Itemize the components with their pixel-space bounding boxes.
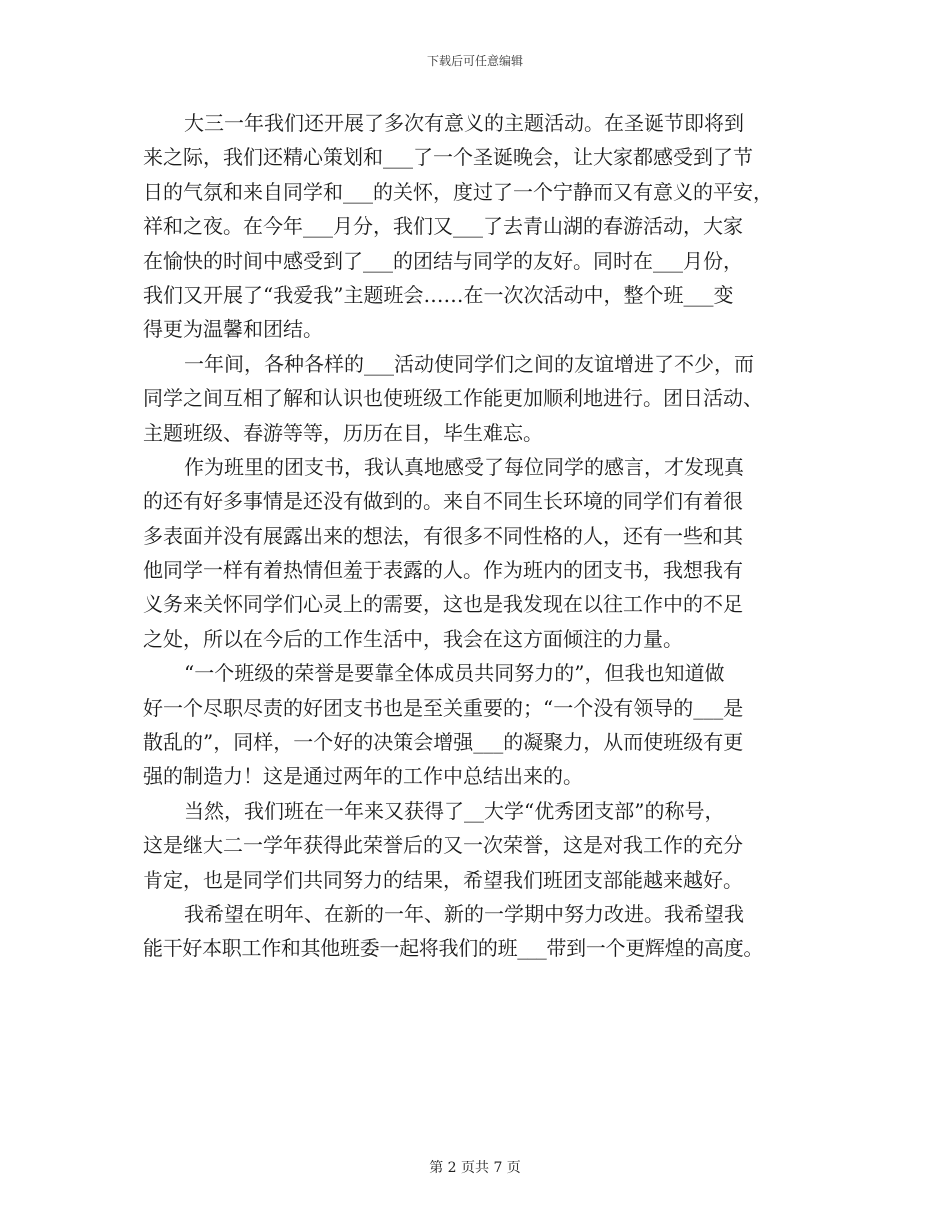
paragraph-line: 他同学一样有着热情但羞于表露的人。作为班内的团支书，我想我有 <box>143 558 743 583</box>
paragraph-line: 得更为温馨和团结。 <box>143 317 323 342</box>
page-header: 下载后可任意编辑 <box>426 54 523 68</box>
paragraph-line: 能干好本职工作和其他班委一起将我们的班___带到一个更辉煌的高度。 <box>143 936 764 961</box>
page-number: 第 2 页共 7 页 <box>429 1160 521 1176</box>
paragraph-line: “一个班级的荣誉是要靠全体成员共同努力的”，但我也知道做 <box>184 661 725 686</box>
paragraph-line: 散乱的”，同样，一个好的决策会增强___的凝聚力，从而使班级有更 <box>143 730 744 755</box>
paragraph-line: 作为班里的团支书，我认真地感受了每位同学的感言，才发现真 <box>184 454 744 479</box>
paragraph-line: 好一个尽职尽责的好团支书也是至关重要的；“一个没有领导的___是 <box>143 695 744 720</box>
paragraph-line: 同学之间互相了解和认识也使班级工作能更加顺利地进行。团日活动、 <box>143 386 763 411</box>
paragraph-line: 多表面并没有展露出来的想法，有很多不同性格的人，还有一些和其 <box>143 523 743 548</box>
paragraph-line: 来之际，我们还精心策划和___了一个圣诞晚会，让大家都感受到了节 <box>143 145 753 170</box>
document-body <box>143 106 815 966</box>
paragraph-line: 我们又开展了“我爱我”主题班会……在一次次活动中，整个班___变 <box>143 282 734 307</box>
paragraph-line: 肯定，也是同学们共同努力的结果，希望我们班团支部能越来越好。 <box>143 867 743 892</box>
paragraph-line: 强的制造力！这是通过两年的工作中总结出来的。 <box>143 764 583 789</box>
paragraph-line: 当然，我们班在一年来又获得了__大学“优秀团支部”的称号， <box>184 798 725 823</box>
paragraph-line: 之处，所以在今后的工作生活中，我会在这方面倾注的力量。 <box>143 626 683 651</box>
paragraph-line: 在愉快的时间中感受到了___的团结与同学的友好。同时在___月份， <box>143 248 743 273</box>
paragraph-line: 的还有好多事情是还没有做到的。来自不同生长环境的同学们有着很 <box>143 489 743 514</box>
paragraph-line: 大三一年我们还开展了多次有意义的主题活动。在圣诞节即将到 <box>184 111 744 135</box>
paragraph-line: 一年间，各种各样的___活动使同学们之间的友谊增进了不少，而 <box>184 351 754 376</box>
paragraph-line: 义务来关怀同学们心灵上的需要，这也是我发现在以往工作中的不足 <box>143 592 743 617</box>
paragraph-line: 这是继大二一学年获得此荣誉后的又一次荣誉，这是对我工作的充分 <box>143 833 743 858</box>
paragraph-line: 祥和之夜。在今年___月分，我们又___了去青山湖的春游活动，大家 <box>143 214 743 239</box>
paragraph-line: 我希望在明年、在新的一年、新的一学期中努力改进。我希望我 <box>184 901 744 926</box>
paragraph-line: 日的气氛和来自同学和___的关怀，度过了一个宁静而又有意义的平安， <box>143 179 773 204</box>
paragraph-line: 主题班级、春游等等，历历在目，毕生难忘。 <box>143 420 543 445</box>
